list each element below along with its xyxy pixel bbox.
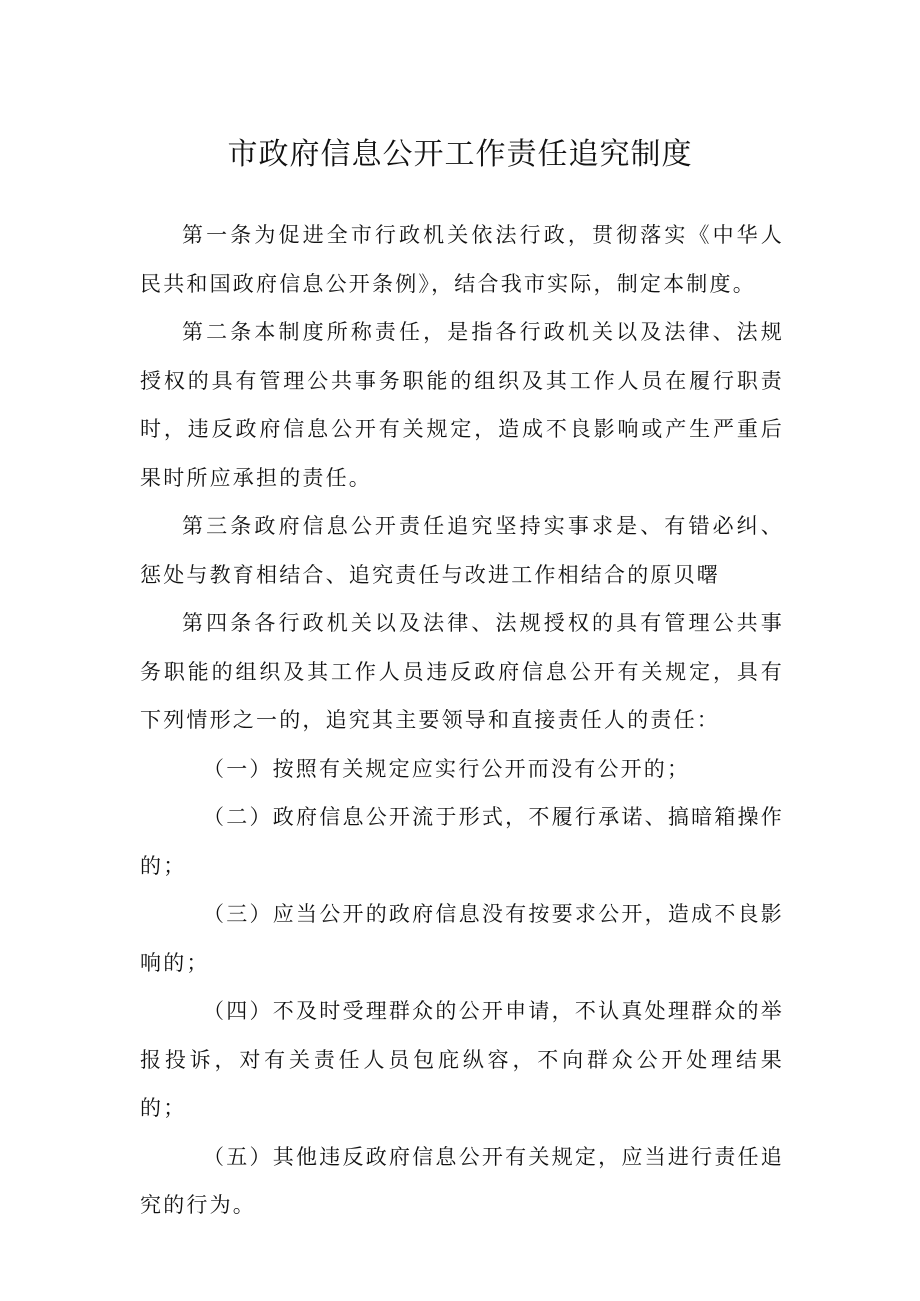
article-2-paragraph: 第二条本制度所称责任，是指各行政机关以及法律、法规授权的具有管理公共事务职能的组织及其工作人员在履行职责时，违反政府信息公开有关规定，造成不良影响或产生严重后果时所应承担的责任。 bbox=[140, 320, 784, 490]
article-4-item-1: （一）按照有关规定应实行公开而没有公开的； bbox=[203, 756, 691, 781]
article-4-paragraph: 第四条各行政机关以及法律、法规授权的具有管理公共事务职能的组织及其工作人员违反政府信息公开有关规定，具有下列情形之一的，追究其主要领导和直接责任人的责任： bbox=[140, 611, 784, 732]
document-title: 市政府信息公开工作责任追究制度 bbox=[227, 137, 693, 172]
article-4-item-5: （五）其他违反政府信息公开有关规定，应当进行责任追究的行为。 bbox=[140, 1144, 784, 1217]
article-3-paragraph: 第三条政府信息公开责任追究坚持实事求是、有错必纠、惩处与教育相结合、追究责任与改进工作相结合的原贝曙 bbox=[140, 514, 784, 587]
document-body bbox=[140, 211, 784, 1230]
article-4-item-2: （二）政府信息公开流于形式，不履行承诺、搞暗箱操作的； bbox=[140, 805, 784, 878]
article-4-item-3: （三）应当公开的政府信息没有按要求公开，造成不良影响的； bbox=[140, 902, 784, 975]
article-4-item-4: （四）不及时受理群众的公开申请，不认真处理群众的举报投诉，对有关责任人员包庇纵容，不向群众公开处理结果的； bbox=[140, 999, 784, 1120]
article-1-paragraph: 第一条为促进全市行政机关依法行政，贯彻落实《中华人民共和国政府信息公开条例》，结合我市实际，制定本制度。 bbox=[140, 223, 784, 296]
